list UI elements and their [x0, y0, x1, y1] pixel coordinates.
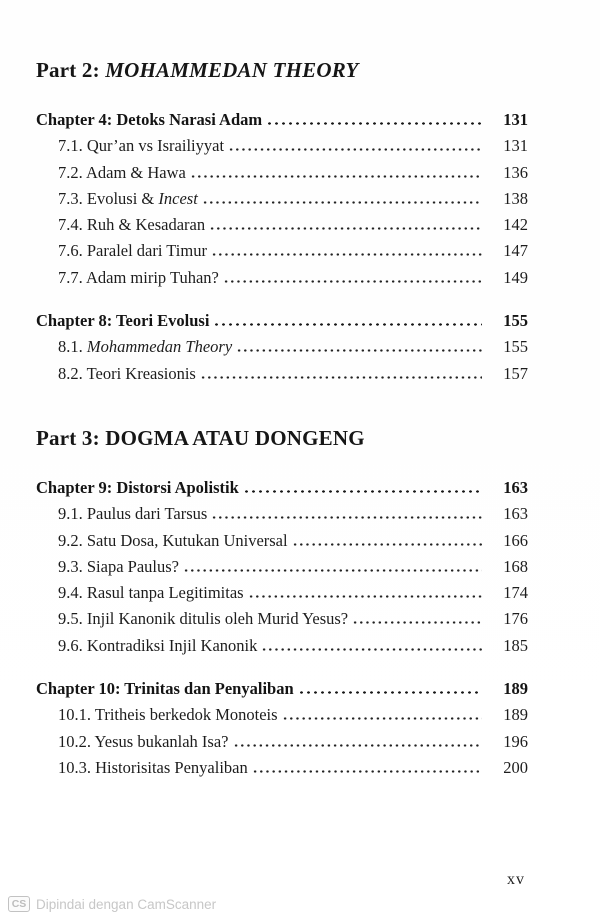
dot-leader [261, 646, 482, 651]
toc-page-number: 189 [503, 679, 528, 699]
toc-page-number: 157 [503, 363, 528, 383]
toc-chapter-row [36, 676, 528, 702]
toc-section [36, 58, 528, 387]
dot-leader [228, 146, 482, 151]
part-heading [36, 426, 528, 451]
page-number-folio: xv [507, 871, 525, 888]
toc-chapter-label: Chapter 4: Detoks Narasi Adam [36, 110, 263, 129]
toc-entry-label: 10.1. Tritheis berkedok Monoteis [58, 705, 278, 725]
toc-entry-label: 7.1. Qur’an vs Israiliyyat [58, 136, 225, 156]
toc-entry-row [36, 554, 528, 580]
toc-page-number: 131 [503, 136, 528, 156]
toc-entry-label: 7.7. Adam mirip Tuhan? [58, 267, 219, 287]
toc-page-number: 185 [503, 635, 528, 655]
toc-page-number: 168 [503, 556, 528, 576]
toc-section [36, 426, 528, 781]
toc-chapter-row [36, 308, 528, 334]
dot-leader [202, 199, 482, 204]
toc-entry-label: 9.3. Siapa Paulus? [58, 556, 179, 576]
toc-page-number: 147 [503, 241, 528, 261]
toc-entry-row [36, 729, 528, 755]
part-title: MOHAMMEDAN THEORY [105, 58, 359, 82]
toc-entry-row [36, 160, 528, 186]
toc-entry-label: 10.3. Historisitas Penyaliban [58, 757, 248, 777]
toc-entry-row [36, 186, 528, 212]
toc-entry-row [36, 334, 528, 360]
dot-leader [292, 541, 482, 546]
dot-leader [248, 593, 482, 598]
toc-page-number: 189 [503, 705, 528, 725]
toc-chapter-group [36, 107, 528, 291]
toc-chapter-row [36, 107, 528, 133]
dot-leader [213, 321, 482, 326]
dot-leader [190, 173, 482, 178]
toc-entry-label: 8.2. Teori Kreasionis [58, 363, 196, 383]
toc-page-number: 138 [503, 188, 528, 208]
toc-page-number: 163 [503, 504, 528, 524]
toc-entry-label: 7.3. Evolusi & Incest [58, 188, 198, 208]
toc-page-number: 166 [503, 530, 528, 550]
part-title: DOGMA ATAU DONGENG [105, 425, 365, 450]
toc-entry-label: 7.4. Ruh & Kesadaran [58, 215, 206, 235]
toc-entry-row [36, 212, 528, 238]
toc-entry-label: 9.4. Rasul tanpa Legitimitas [58, 583, 244, 603]
toc-page-number: 155 [503, 311, 528, 331]
part-prefix: Part 2: [36, 58, 106, 82]
toc-entry-row [36, 755, 528, 781]
toc-entry-row [36, 606, 528, 632]
toc-page-number: 176 [503, 609, 528, 629]
toc-entry-row [36, 133, 528, 159]
dot-leader [233, 742, 483, 747]
toc-entry-row [36, 580, 528, 606]
dot-leader [252, 768, 482, 773]
dot-leader [266, 120, 482, 125]
dot-leader [243, 488, 482, 493]
dot-leader [282, 715, 482, 720]
camscanner-logo-icon: CS [8, 896, 30, 912]
toc-page-number: 142 [503, 215, 528, 235]
toc-page-number: 136 [503, 162, 528, 182]
toc-entry-label: 7.6. Paralel dari Timur [58, 241, 207, 261]
toc-chapter-row [36, 475, 528, 501]
dot-leader [298, 689, 482, 694]
toc-page-number: 174 [503, 583, 528, 603]
toc-chapter-label: Chapter 10: Trinitas dan Penyaliban [36, 679, 294, 699]
dot-leader [223, 278, 482, 283]
toc-chapter-group [36, 475, 528, 659]
camscanner-watermark [8, 896, 216, 912]
toc-entry-label: 8.1. Mohammedan Theory [58, 337, 233, 357]
toc-entry-label: 9.1. Paulus dari Tarsus [58, 504, 208, 524]
part-prefix: Part 3: [36, 425, 106, 450]
toc-entry-label: 9.5. Injil Kanonik ditulis oleh Murid Yesus? [58, 609, 349, 629]
toc-chapter-group [36, 676, 528, 781]
toc-entry-label: 10.2. Yesus bukanlah Isa? [58, 731, 229, 751]
toc-entry-row [36, 238, 528, 264]
toc-entry-label: 7.2. Adam & Hawa [58, 162, 186, 182]
toc-page-number: 149 [503, 267, 528, 287]
toc-page-number: 200 [503, 757, 528, 777]
dot-leader [209, 225, 482, 230]
toc-entry-row [36, 528, 528, 554]
toc-entry-row [36, 501, 528, 527]
dot-leader [183, 567, 482, 572]
toc-page-number: 196 [503, 731, 528, 751]
toc [36, 58, 528, 781]
toc-entry-label: 9.6. Kontradiksi Injil Kanonik [58, 635, 258, 655]
toc-entry-row [36, 702, 528, 728]
dot-leader [200, 374, 482, 379]
dot-leader [211, 514, 482, 519]
toc-chapter-label: Chapter 9: Distorsi Apolistik [36, 477, 239, 497]
dot-leader [211, 251, 482, 256]
part-heading [36, 58, 528, 83]
toc-entry-row [36, 361, 528, 387]
toc-entry-label: 9.2. Satu Dosa, Kutukan Universal [58, 530, 288, 550]
toc-chapter-group [36, 308, 528, 387]
dot-leader [236, 347, 482, 352]
camscanner-watermark-text: Dipindai dengan CamScanner [36, 896, 217, 912]
dot-leader [352, 619, 482, 624]
toc-entry-row [36, 633, 528, 659]
toc-entry-row [36, 265, 528, 291]
toc-page-number: 131 [503, 110, 528, 129]
toc-chapter-label: Chapter 8: Teori Evolusi [36, 311, 210, 331]
toc-page-number: 163 [503, 477, 528, 497]
toc-page-number: 155 [503, 337, 528, 357]
